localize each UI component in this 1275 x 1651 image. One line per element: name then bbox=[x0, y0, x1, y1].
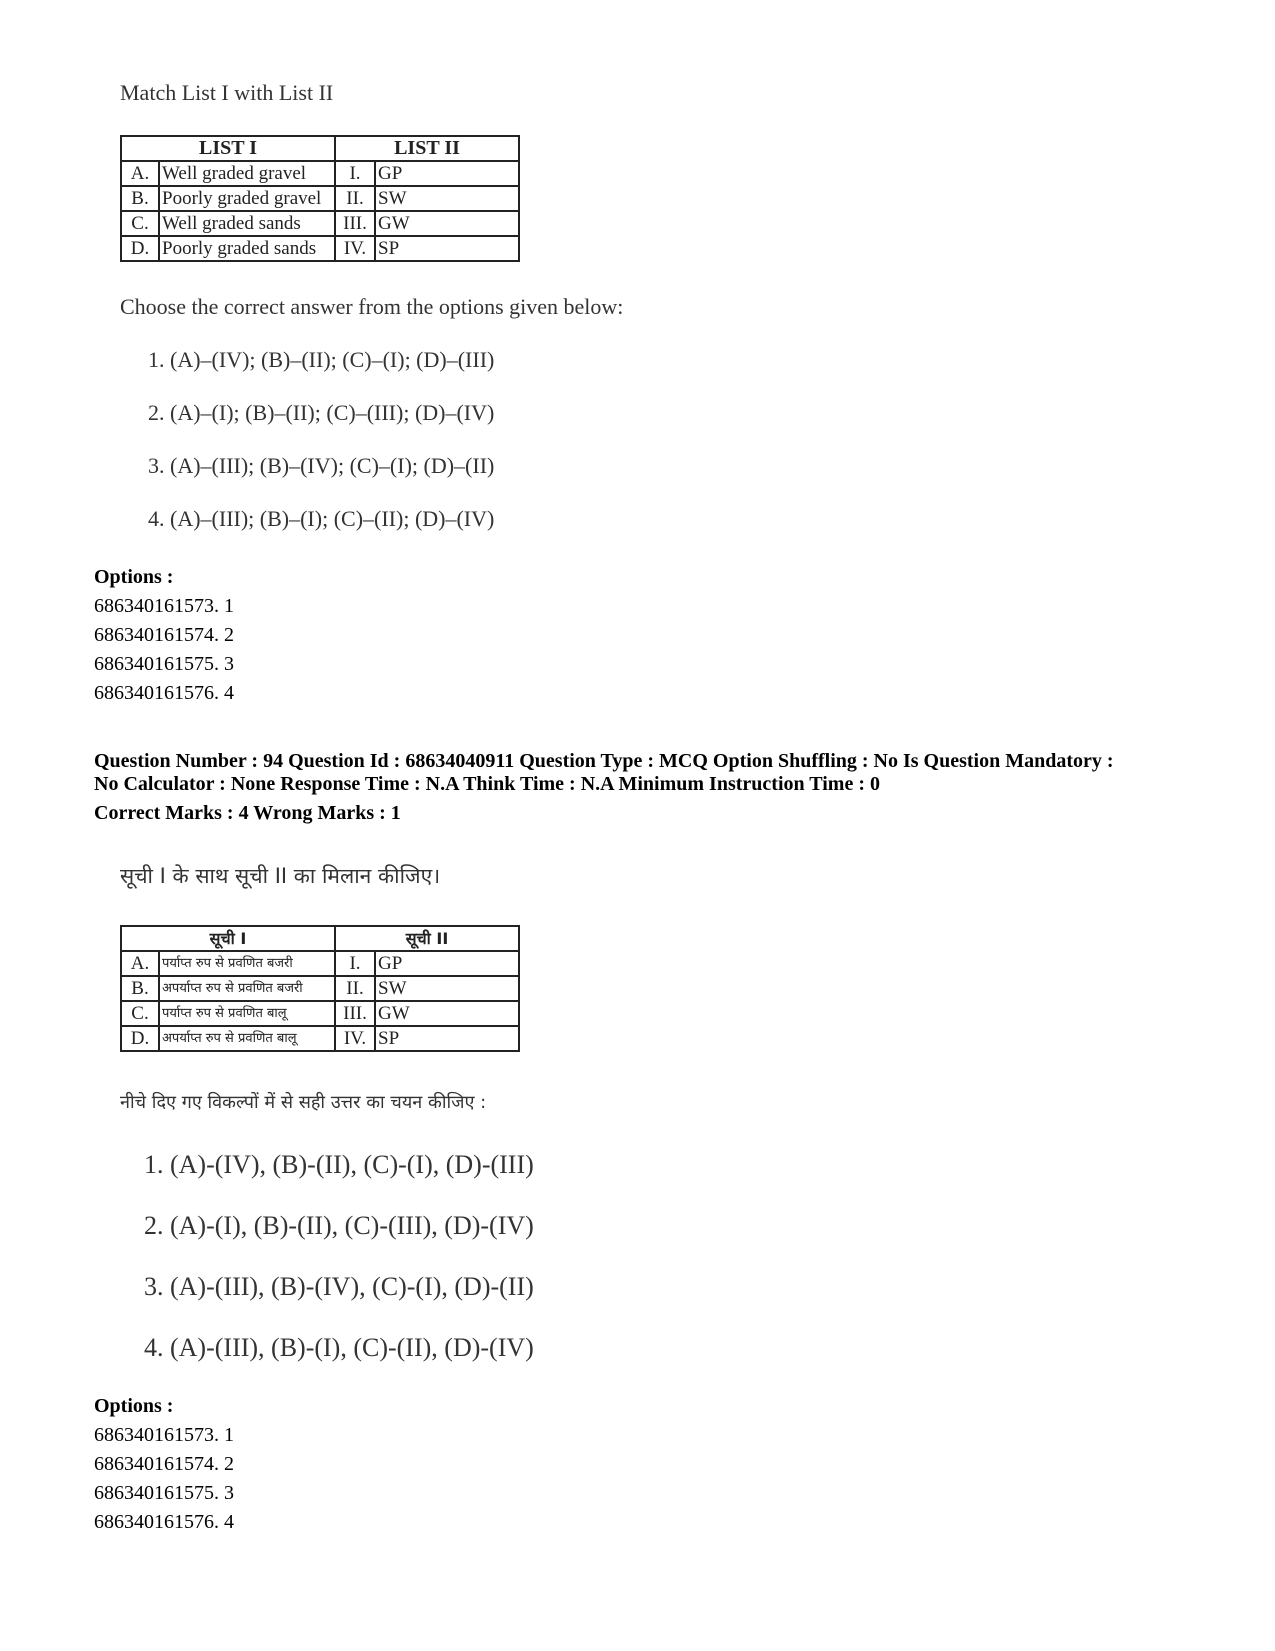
q2-choice-4: 4. (A)-(III), (B)-(I), (C)-(II), (D)-(IV) bbox=[144, 1333, 534, 1362]
q2-meta-line-2: No Calculator : None Response Time : N.A Think Time : N.A Minimum Instruction Time : 0 bbox=[94, 773, 880, 795]
row-item: अपर्याप्त रुप से प्रवणित बजरी bbox=[159, 976, 335, 1001]
table-row bbox=[121, 976, 519, 1001]
q1-instruction: Match List I with List II bbox=[120, 80, 334, 105]
q1-match-table bbox=[120, 135, 520, 262]
row-item: पर्याप्त रुप से प्रवणित बजरी bbox=[159, 951, 335, 976]
row-num: I. bbox=[335, 161, 375, 186]
q1-option-2: 686340161574. 2 bbox=[94, 624, 234, 646]
q1-prompt: Choose the correct answer from the options given below: bbox=[120, 294, 624, 319]
q1-choice-4: 4. (A)–(III); (B)–(I); (C)–(II); (D)–(IV) bbox=[148, 506, 495, 531]
row-key: D. bbox=[121, 236, 159, 261]
q1-option-3: 686340161575. 3 bbox=[94, 653, 234, 675]
row-num: II. bbox=[335, 976, 375, 1001]
q1-options-label: Options : bbox=[94, 566, 174, 588]
row-item: Poorly graded sands bbox=[159, 236, 335, 261]
table-row bbox=[121, 1026, 519, 1051]
q2-instruction: सूची I के साथ सूची II का मिलान कीजिए। bbox=[120, 864, 441, 888]
row-item: Well graded gravel bbox=[159, 161, 335, 186]
q2-option-2: 686340161574. 2 bbox=[94, 1453, 234, 1475]
q1-header-list2: LIST II bbox=[335, 136, 519, 161]
table-row bbox=[121, 211, 519, 236]
q2-choice-3: 3. (A)-(III), (B)-(IV), (C)-(I), (D)-(II) bbox=[144, 1272, 534, 1301]
q1-choice-1: 1. (A)–(IV); (B)–(II); (C)–(I); (D)–(III) bbox=[148, 347, 495, 372]
q1-choice-2: 2. (A)–(I); (B)–(II); (C)–(III); (D)–(IV) bbox=[148, 400, 495, 425]
q2-prompt: नीचे दिए गए विकल्पों में से सही उत्तर का चयन कीजिए : bbox=[120, 1092, 487, 1113]
row-item: पर्याप्त रुप से प्रवणित बालू bbox=[159, 1001, 335, 1026]
row-code: GP bbox=[375, 951, 519, 976]
row-item: अपर्याप्त रुप से प्रवणित बालू bbox=[159, 1026, 335, 1051]
row-num: II. bbox=[335, 186, 375, 211]
q2-options-label: Options : bbox=[94, 1395, 174, 1417]
row-num: I. bbox=[335, 951, 375, 976]
q2-header-list2: सूची II bbox=[335, 926, 519, 951]
row-code: SW bbox=[375, 976, 519, 1001]
row-key: A. bbox=[121, 951, 159, 976]
q2-option-4: 686340161576. 4 bbox=[94, 1511, 234, 1533]
row-num: IV. bbox=[335, 1026, 375, 1051]
q2-choice-1: 1. (A)-(IV), (B)-(II), (C)-(I), (D)-(III) bbox=[144, 1150, 534, 1179]
row-key: A. bbox=[121, 161, 159, 186]
row-key: D. bbox=[121, 1026, 159, 1051]
row-item: Well graded sands bbox=[159, 211, 335, 236]
row-num: III. bbox=[335, 1001, 375, 1026]
q2-option-3: 686340161575. 3 bbox=[94, 1482, 234, 1504]
row-code: GW bbox=[375, 1001, 519, 1026]
row-code: GW bbox=[375, 211, 519, 236]
row-key: B. bbox=[121, 976, 159, 1001]
q2-marks-line: Correct Marks : 4 Wrong Marks : 1 bbox=[94, 802, 401, 824]
row-key: C. bbox=[121, 211, 159, 236]
row-code: GP bbox=[375, 161, 519, 186]
row-code: SP bbox=[375, 1026, 519, 1051]
q2-match-table bbox=[120, 925, 520, 1052]
q2-choice-2: 2. (A)-(I), (B)-(II), (C)-(III), (D)-(IV) bbox=[144, 1211, 534, 1240]
row-key: B. bbox=[121, 186, 159, 211]
q1-choice-3: 3. (A)–(III); (B)–(IV); (C)–(I); (D)–(II) bbox=[148, 453, 495, 478]
table-row bbox=[121, 186, 519, 211]
row-num: IV. bbox=[335, 236, 375, 261]
q2-option-1: 686340161573. 1 bbox=[94, 1424, 234, 1446]
q1-option-1: 686340161573. 1 bbox=[94, 595, 234, 617]
row-key: C. bbox=[121, 1001, 159, 1026]
row-code: SW bbox=[375, 186, 519, 211]
row-item: Poorly graded gravel bbox=[159, 186, 335, 211]
row-num: III. bbox=[335, 211, 375, 236]
q2-meta-line-1: Question Number : 94 Question Id : 68634040911 Question Type : MCQ Option Shuffling : No Is Question Mandatory : bbox=[94, 750, 1114, 772]
q1-option-4: 686340161576. 4 bbox=[94, 682, 234, 704]
q1-header-list1: LIST I bbox=[121, 136, 335, 161]
q2-header-list1: सूची I bbox=[121, 926, 335, 951]
table-row bbox=[121, 161, 519, 186]
table-row bbox=[121, 236, 519, 261]
table-row bbox=[121, 951, 519, 976]
table-row bbox=[121, 1001, 519, 1026]
row-code: SP bbox=[375, 236, 519, 261]
